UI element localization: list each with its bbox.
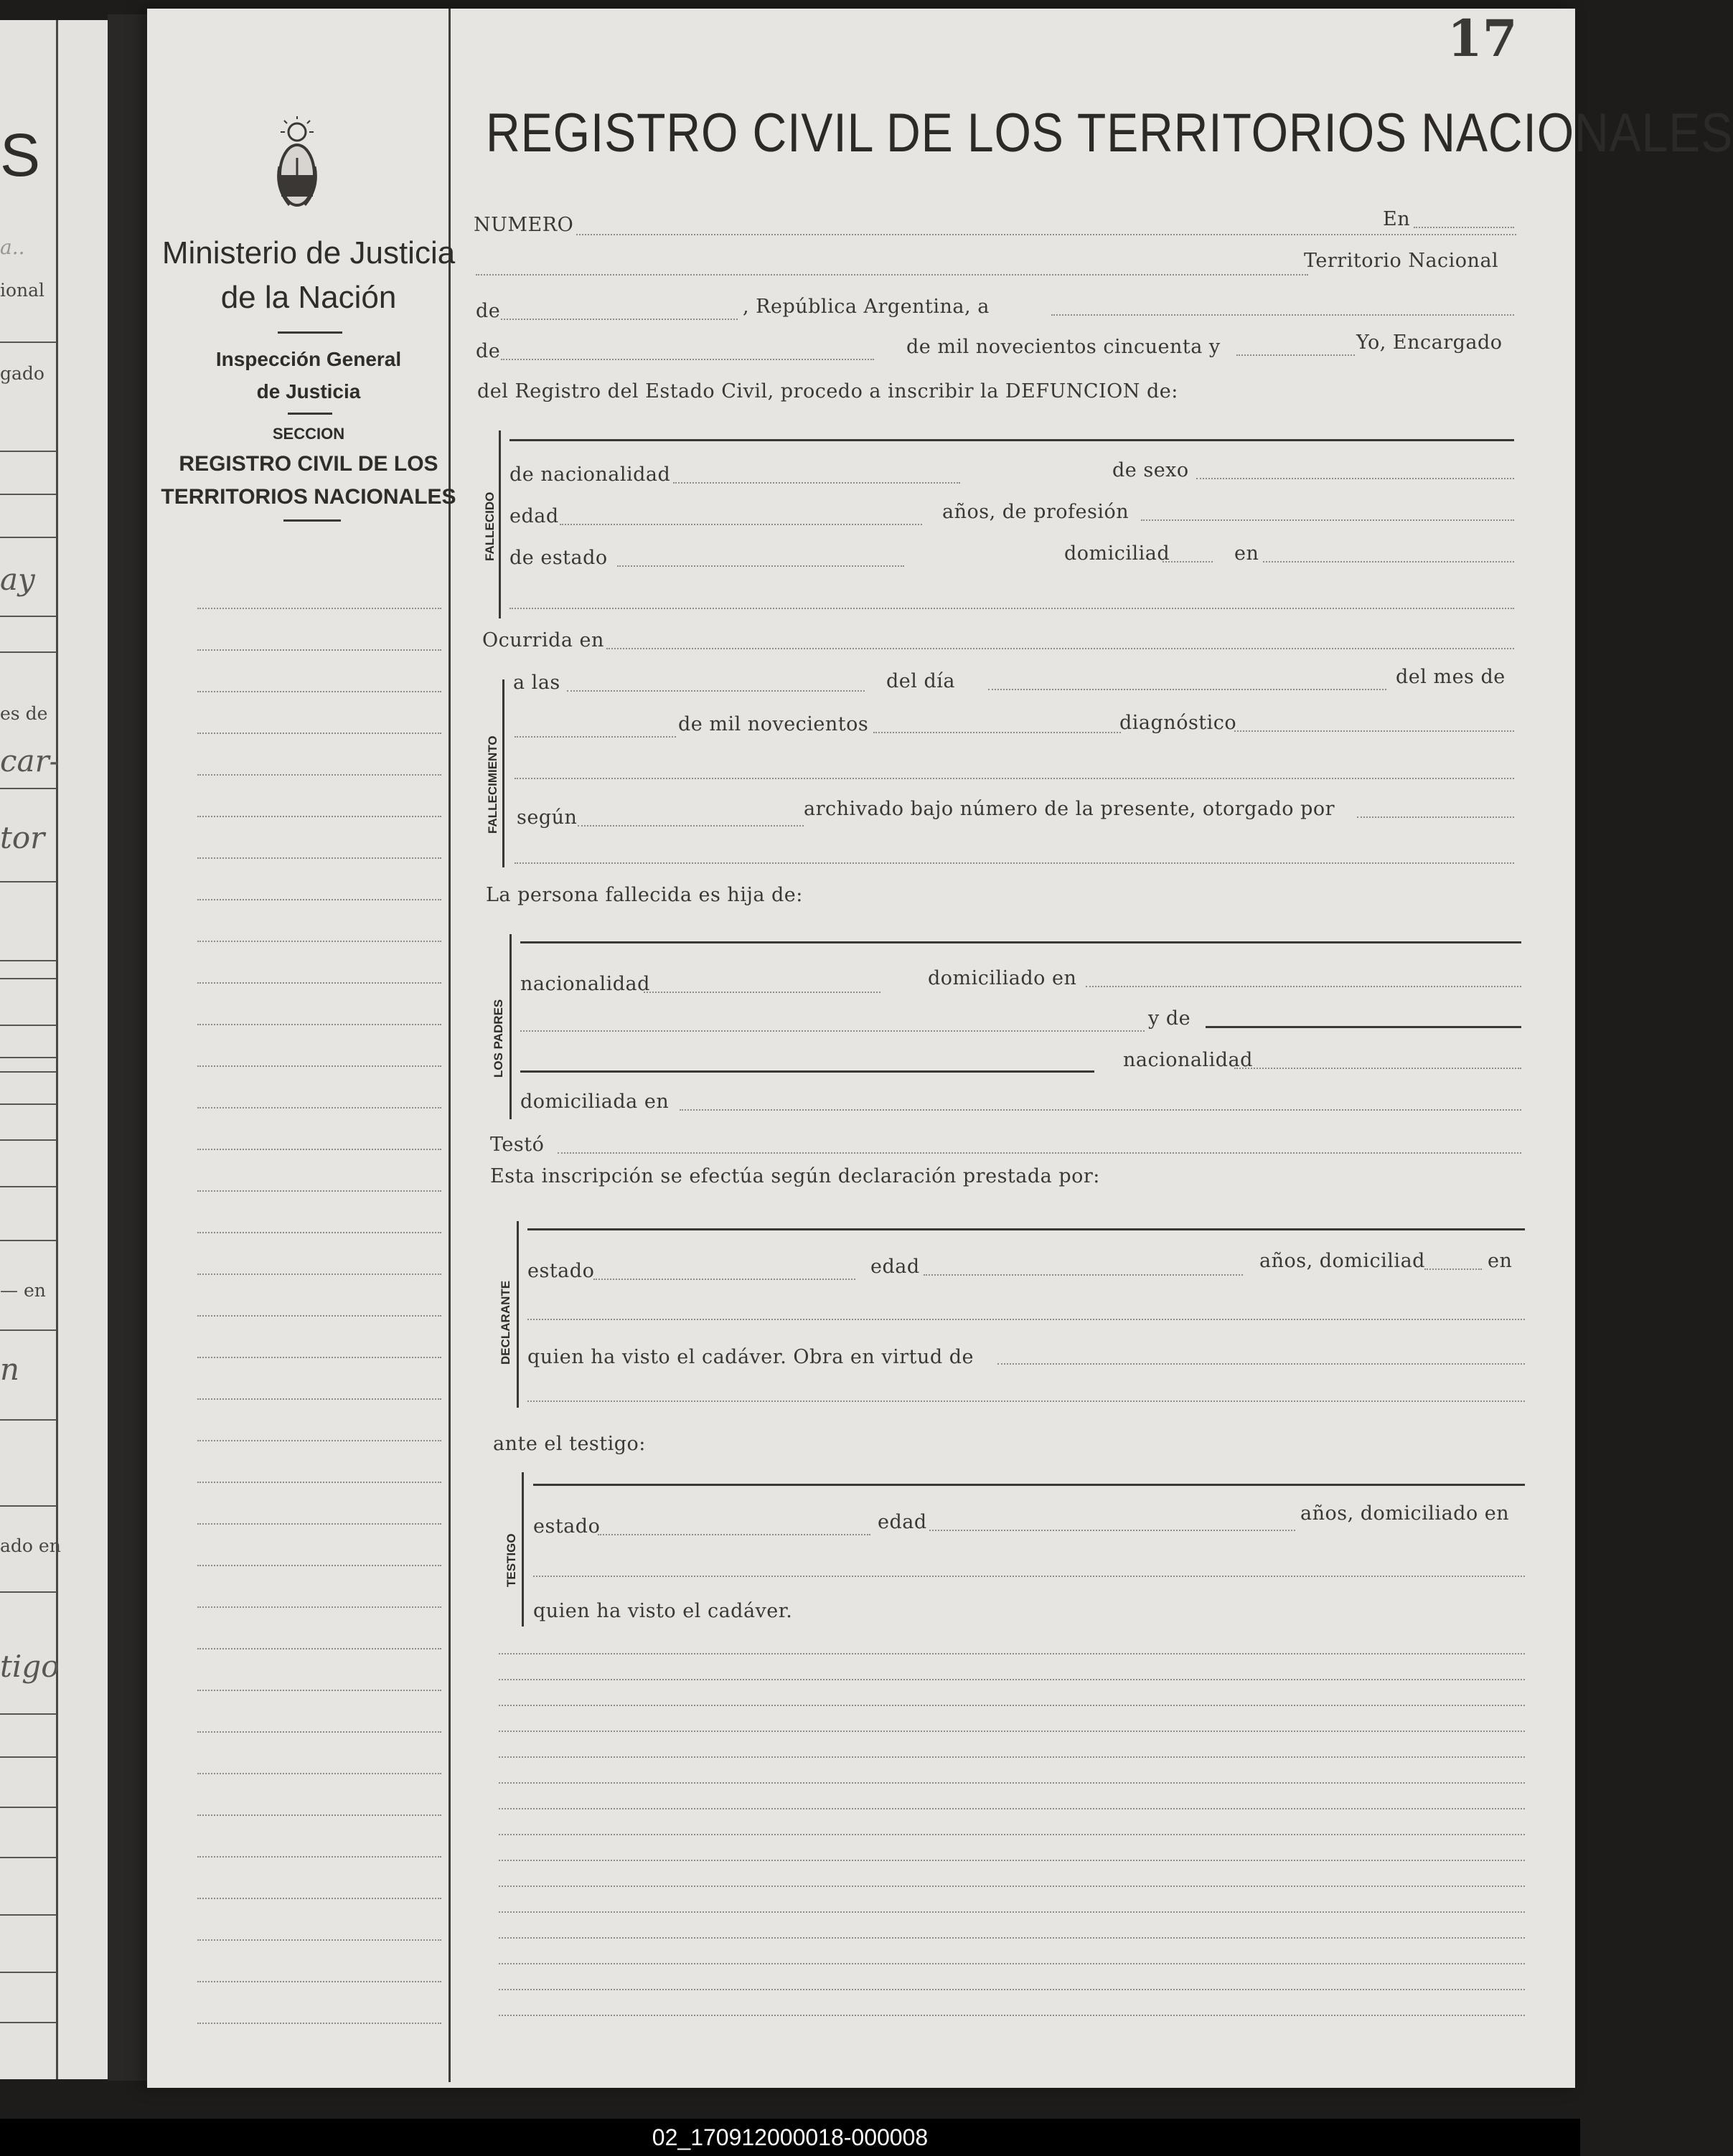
sidebar-divider xyxy=(278,331,342,334)
sidebar-divider xyxy=(283,519,341,522)
mes-fallecimiento-field[interactable] xyxy=(515,736,676,738)
field-label-edad: edad xyxy=(509,505,559,527)
mes-field[interactable] xyxy=(501,359,874,360)
field-label-archivado: archivado bajo número de la presente, otorgado por xyxy=(804,798,1335,820)
notes-line[interactable] xyxy=(499,2015,1525,2016)
margin-note-line[interactable] xyxy=(197,1149,441,1150)
hija-de-label: La persona fallecida es hija de: xyxy=(486,884,803,906)
madre-nombre-cont-field[interactable] xyxy=(520,1070,1094,1073)
previous-page-handwriting: car- xyxy=(0,743,60,778)
field-label-mil: de mil novecientos cincuenta y xyxy=(906,336,1221,358)
en-field[interactable] xyxy=(1414,227,1514,228)
previous-page-text: ado en xyxy=(0,1535,61,1556)
fallecido-bracket xyxy=(499,430,501,618)
field-label-en: en xyxy=(1234,542,1259,565)
domicilio-padre-field[interactable] xyxy=(1086,986,1521,987)
field-label-de2: de xyxy=(476,340,501,362)
previous-page-text: gado xyxy=(0,363,44,384)
sidebar-divider xyxy=(288,413,332,415)
fecha-field[interactable] xyxy=(1051,314,1514,316)
obra-cont-field[interactable] xyxy=(527,1401,1525,1402)
previous-page-handwriting: tor xyxy=(0,820,45,855)
domiciliad-declarante-suffix-field[interactable] xyxy=(1424,1268,1482,1270)
declarante-label: DECLARANTE xyxy=(499,1280,512,1365)
margin-note-line[interactable] xyxy=(197,1731,441,1733)
margin-note-line[interactable] xyxy=(197,1690,441,1691)
margin-note-line[interactable] xyxy=(197,857,441,859)
notes-line[interactable] xyxy=(499,1731,1525,1732)
padres-label: LOS PADRES xyxy=(492,999,505,1078)
field-label-del-mes: del mes de xyxy=(1396,666,1506,688)
margin-note-line[interactable] xyxy=(197,1190,441,1192)
notes-line[interactable] xyxy=(499,1808,1525,1809)
declarante-bracket xyxy=(517,1221,519,1408)
margin-note-line[interactable] xyxy=(197,1398,441,1400)
field-label-y-de: y de xyxy=(1148,1007,1191,1030)
margin-note-line[interactable] xyxy=(197,1773,441,1774)
anio-fallecimiento-field[interactable] xyxy=(873,732,1121,733)
field-label-nacionalidad-madre: nacionalidad xyxy=(1123,1049,1253,1071)
margin-note-line[interactable] xyxy=(197,774,441,776)
territorio-field[interactable] xyxy=(476,274,1308,276)
field-label-sexo: de sexo xyxy=(1112,459,1189,481)
margin-note-line[interactable] xyxy=(197,1939,441,1941)
declarante-nombre-field[interactable] xyxy=(527,1228,1525,1230)
dia-field[interactable] xyxy=(988,689,1386,690)
field-label-profesion: años, de profesión xyxy=(942,501,1129,523)
field-label-domiciliada: domiciliada en xyxy=(520,1091,670,1113)
estado-testigo-field[interactable] xyxy=(598,1534,870,1535)
previous-page xyxy=(0,20,112,2079)
fallecimiento-label: FALLECIMIENTO xyxy=(486,735,499,834)
fallecimiento-bracket xyxy=(502,679,504,867)
testo-field[interactable] xyxy=(558,1152,1521,1154)
margin-note-line[interactable] xyxy=(197,1981,441,1982)
inscripcion-sentence: Esta inscripción se efectúa según declaración prestada por: xyxy=(490,1165,1100,1187)
previous-page-title-fragment: S xyxy=(0,121,41,189)
domicilio-madre-field[interactable] xyxy=(680,1109,1521,1111)
margin-note-line[interactable] xyxy=(197,1357,441,1358)
margin-note-line[interactable] xyxy=(197,691,441,692)
sexo-field[interactable] xyxy=(1196,478,1514,479)
ministry-name: Ministerio de Justicia de la Nación xyxy=(161,235,456,315)
field-label-edad-declarante: edad xyxy=(870,1256,920,1278)
padre-nombre-field[interactable] xyxy=(520,941,1521,943)
edad-testigo-field[interactable] xyxy=(929,1530,1295,1531)
anio-field[interactable] xyxy=(1236,354,1355,356)
notes-line[interactable] xyxy=(499,1705,1525,1706)
domiciliad-suffix-field[interactable] xyxy=(1163,561,1213,562)
field-label-de: de xyxy=(476,300,501,322)
previous-page-text: ional xyxy=(0,280,45,301)
testigo-label: TESTIGO xyxy=(504,1533,518,1587)
section-name: REGISTRO CIVIL DE LOS TERRITORIOS NACIONALES xyxy=(161,452,456,509)
notes-line[interactable] xyxy=(499,1989,1525,1990)
margin-note-line[interactable] xyxy=(197,1065,441,1067)
field-label-testo: Testó xyxy=(490,1134,545,1156)
segun-field[interactable] xyxy=(578,825,804,827)
field-label-domiciliado: domiciliado en xyxy=(928,967,1077,989)
de-field[interactable] xyxy=(501,319,738,320)
field-label-visto-testigo: quien ha visto el cadáver. xyxy=(533,1600,793,1622)
previous-page-handwriting: ay xyxy=(0,562,35,597)
margin-note-line[interactable] xyxy=(197,1482,441,1483)
field-label-territorio: Territorio Nacional xyxy=(1304,250,1499,272)
hora-field[interactable] xyxy=(567,690,865,692)
ante-testigo-label: ante el testigo: xyxy=(493,1433,646,1455)
book-gutter xyxy=(108,14,151,2081)
field-label-estado-declarante: estado xyxy=(527,1260,595,1282)
margin-note-line[interactable] xyxy=(197,1107,441,1108)
numero-field[interactable] xyxy=(576,234,1516,235)
field-label-ocurrida: Ocurrida en xyxy=(482,629,604,651)
field-label-numero: NUMERO xyxy=(474,214,574,236)
margin-note-line[interactable] xyxy=(197,1856,441,1858)
register-page xyxy=(147,9,1733,2088)
field-label-en-declarante: en xyxy=(1488,1250,1513,1272)
field-label-del-dia: del día xyxy=(886,670,955,692)
obra-en-virtud-field[interactable] xyxy=(997,1363,1525,1365)
estado-field[interactable] xyxy=(617,565,904,567)
domicilio-field[interactable] xyxy=(1263,561,1514,562)
edad-field[interactable] xyxy=(560,524,922,525)
field-label-mil-novecientos: de mil novecientos xyxy=(678,713,869,735)
margin-note-line[interactable] xyxy=(197,649,441,651)
field-label-republica: , República Argentina, a xyxy=(743,296,990,318)
field-label-yo: Yo, Encargado xyxy=(1356,331,1503,354)
otorgado-por-field[interactable] xyxy=(1357,816,1514,818)
domicilio-padre-cont-field[interactable] xyxy=(520,1030,1145,1032)
nacionalidad-padre-field[interactable] xyxy=(644,992,880,993)
ocurrida-field[interactable] xyxy=(606,648,1514,649)
diagnostico-cont-field[interactable] xyxy=(515,778,1514,779)
margin-note-line[interactable] xyxy=(197,1814,441,1816)
field-label-en: En xyxy=(1383,208,1411,230)
notes-line[interactable] xyxy=(499,1679,1525,1680)
field-label-nacionalidad: de nacionalidad xyxy=(509,463,671,486)
margin-note-line[interactable] xyxy=(197,1315,441,1317)
diagnostico-field[interactable] xyxy=(1234,730,1514,732)
notes-line[interactable] xyxy=(499,1911,1525,1913)
notes-line[interactable] xyxy=(499,1963,1525,1964)
margin-note-line[interactable] xyxy=(197,1024,441,1025)
page-number: 17 xyxy=(1447,9,1518,68)
field-label-edad-testigo: edad xyxy=(878,1511,927,1533)
margin-note-line[interactable] xyxy=(197,1232,441,1233)
inspection-general: Inspección General de Justicia xyxy=(215,348,402,403)
field-label-diagnostico: diagnóstico xyxy=(1119,712,1237,734)
registro-sentence: del Registro del Estado Civil, procedo a inscribir la DEFUNCION de: xyxy=(477,380,1178,403)
margin-note-line[interactable] xyxy=(197,1274,441,1275)
previous-page-handwriting: tigo xyxy=(0,1649,60,1684)
field-label-domiciliad: domiciliad xyxy=(1064,542,1170,565)
testigo-bracket xyxy=(522,1472,524,1627)
profesion-field[interactable] xyxy=(1141,519,1514,521)
margin-note-line[interactable] xyxy=(197,1565,441,1566)
previous-page-rule xyxy=(56,20,58,2079)
field-label-segun: según xyxy=(517,806,578,829)
field-label-visto-declarante: quien ha visto el cadáver. Obra en virtud de xyxy=(527,1346,974,1368)
coat-of-arms-icon xyxy=(276,116,318,210)
madre-nombre-field[interactable] xyxy=(1206,1026,1521,1028)
notes-line[interactable] xyxy=(499,1782,1525,1784)
margin-note-line[interactable] xyxy=(197,608,441,609)
notes-line[interactable] xyxy=(499,1834,1525,1835)
estado-declarante-field[interactable] xyxy=(593,1279,855,1280)
margin-note-line[interactable] xyxy=(197,2023,441,2024)
previous-page-text: es de xyxy=(0,703,48,724)
field-label-nacionalidad-padre: nacionalidad xyxy=(520,973,650,995)
padres-bracket xyxy=(509,934,512,1119)
notes-line[interactable] xyxy=(499,1756,1525,1758)
nacionalidad-madre-field[interactable] xyxy=(1234,1068,1521,1069)
field-label-estado: de estado xyxy=(509,547,608,569)
domicilio-cont-field[interactable] xyxy=(509,608,1514,609)
testigo-nombre-field[interactable] xyxy=(533,1484,1525,1486)
nombre-fallecido-field[interactable] xyxy=(509,439,1514,441)
domicilio-declarante-field[interactable] xyxy=(527,1319,1525,1320)
margin-note-line[interactable] xyxy=(197,816,441,817)
field-label-domiciliado-testigo: años, domiciliado en xyxy=(1300,1502,1510,1525)
notes-line[interactable] xyxy=(499,1886,1525,1887)
notes-line[interactable] xyxy=(499,1653,1525,1654)
margin-note-line[interactable] xyxy=(197,1898,441,1899)
field-label-estado-testigo: estado xyxy=(533,1515,601,1538)
margin-note-line[interactable] xyxy=(197,733,441,734)
field-label-domiciliad-declarante: años, domiciliad xyxy=(1259,1250,1425,1272)
section-label: SECCION xyxy=(272,425,345,443)
previous-page-handwriting: a.. xyxy=(0,235,25,259)
margin-note-line[interactable] xyxy=(197,1440,441,1441)
margin-note-line[interactable] xyxy=(197,1648,441,1649)
notes-line[interactable] xyxy=(499,1937,1525,1939)
margin-note-line[interactable] xyxy=(197,899,441,900)
notes-line[interactable] xyxy=(499,1860,1525,1861)
image-identifier: 02_170912000018-000008 xyxy=(0,2119,1580,2156)
margin-note-line[interactable] xyxy=(197,941,441,942)
otorgado-cont-field[interactable] xyxy=(515,862,1514,864)
domicilio-testigo-field[interactable] xyxy=(533,1576,1525,1577)
previous-page-handwriting: n xyxy=(0,1352,20,1387)
previous-page-text: — en xyxy=(0,1280,46,1301)
margin-note-line[interactable] xyxy=(197,982,441,984)
nacionalidad-field[interactable] xyxy=(673,482,960,484)
field-label-a-las: a las xyxy=(513,672,560,694)
margin-note-line[interactable] xyxy=(197,1523,441,1525)
edad-declarante-field[interactable] xyxy=(924,1274,1243,1276)
fallecido-label: FALLECIDO xyxy=(483,491,497,561)
margin-note-line[interactable] xyxy=(197,1606,441,1608)
register-title: REGISTRO CIVIL DE LOS TERRITORIOS NACIONALES xyxy=(486,103,1733,164)
